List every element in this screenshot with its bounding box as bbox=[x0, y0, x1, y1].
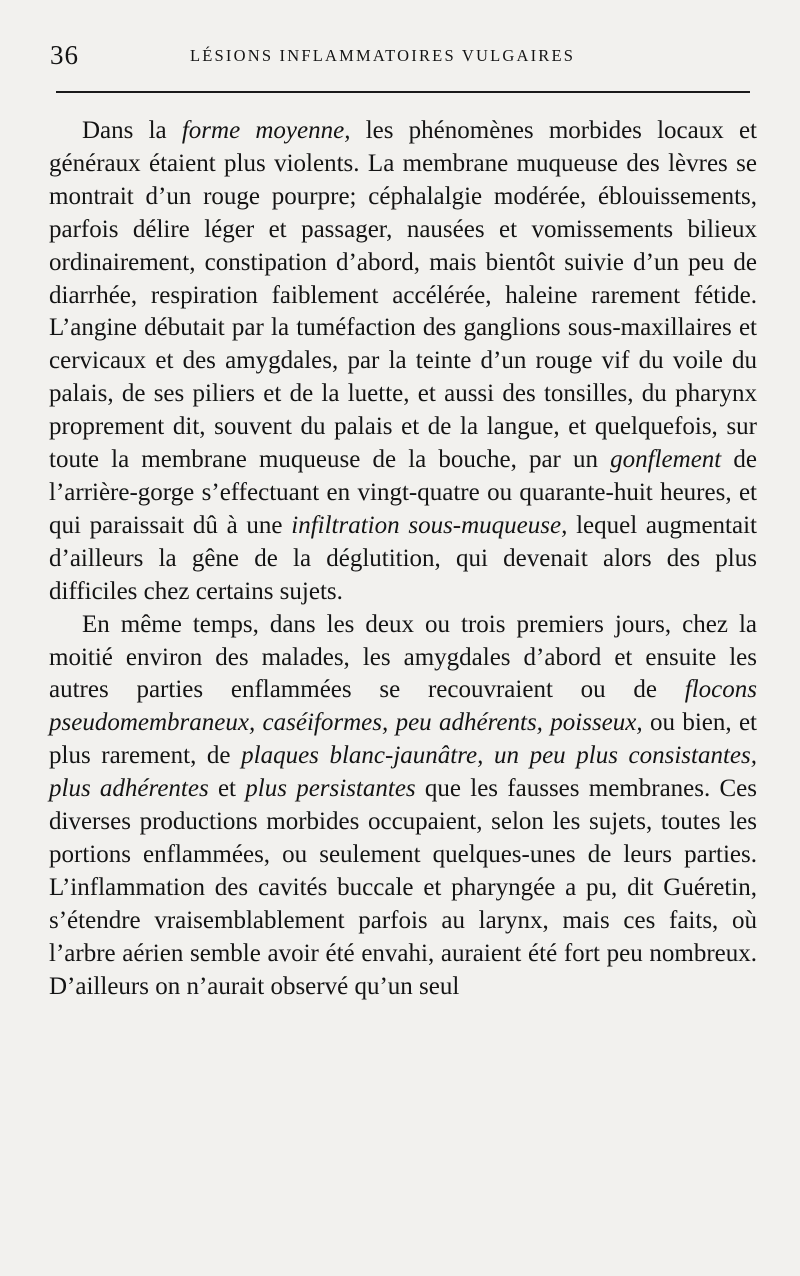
page-header bbox=[48, 40, 758, 74]
running-title: LÉSIONS INFLAMMATOIRES VULGAIRES bbox=[190, 46, 576, 65]
p1-text-1: Dans la bbox=[82, 117, 182, 144]
header-rule bbox=[56, 91, 750, 93]
p2-text-4: que les fausses membranes. Ces diverses productions morbides occupaient, selon les sujets, toutes les portions enflammées, ou seulement quelques-unes de leurs parties. L’inflammation des cavités buccale et pharyngée a pu, dit Guéretin, s’étendre vraisemblablement parfois au larynx, mais ces faits, où l’arbre aérien semble avoir été envahi, auraient été fort peu nombreux. D’ailleurs on n’aurait observé qu’un seul bbox=[49, 775, 757, 1000]
page-number: 36 bbox=[50, 40, 79, 70]
p1-text-3: de l’arrière-gorge s’effectuant en vingt-quatre ou quarante-huit heures, et qui paraissait dû à une bbox=[49, 446, 757, 539]
p1-italic-2: gonflement bbox=[610, 446, 722, 474]
paragraph-1 bbox=[49, 115, 757, 609]
paragraph-2 bbox=[49, 609, 757, 1004]
p2-italic-3: plus persistantes bbox=[245, 775, 416, 803]
p2-text-1: En même temps, dans les deux ou trois premiers jours, chez la moitié environ des malades, les amygdales d’abord et ensuite les autres parties enflammées se recouvraient ou de bbox=[49, 610, 757, 704]
p1-italic-1: forme moyenne, bbox=[181, 117, 351, 144]
p2-text-2: ou bien, et plus rarement, de bbox=[49, 709, 757, 770]
p1-italic-3: infiltration sous-muqueuse, bbox=[291, 511, 568, 539]
p2-italic-2: plaques blanc-jaunâtre, un peu plus consistantes, plus adhérentes bbox=[49, 742, 757, 803]
p1-text-2: les phénomènes morbides locaux et généraux étaient plus violents. La membrane muqueuse des lèvres se montrait d’un rouge pourpre; céphalalgie modérée, éblouissements, parfois délire léger et passager, nausées et vomissements bilieux ordinairement, constipation d’abord, mais bientôt suivie d’un peu de diarrhée, respiration faiblement accélérée, haleine rarement fétide. L’angine débutait par la tuméfaction des ganglions sous-maxillaires et cervicaux et des amygdales, par la teinte d’un rouge vif du voile du palais, de ses piliers et de la luette, et aussi des tonsilles, du pharynx proprement dit, souvent du palais et de la langue, et quelquefois, sur toute la membrane muqueuse de la bouche, par un bbox=[49, 117, 757, 474]
p2-italic-1: flocons pseudomembraneux, caséiformes, peu adhérents, poisseux, bbox=[49, 676, 757, 737]
p1-text-4: lequel augmentait d’ailleurs la gêne de la déglutition, qui devenait alors des plus difficiles chez certains sujets. bbox=[49, 511, 757, 605]
p2-text-3: et bbox=[208, 775, 246, 803]
body-text bbox=[49, 115, 757, 1003]
